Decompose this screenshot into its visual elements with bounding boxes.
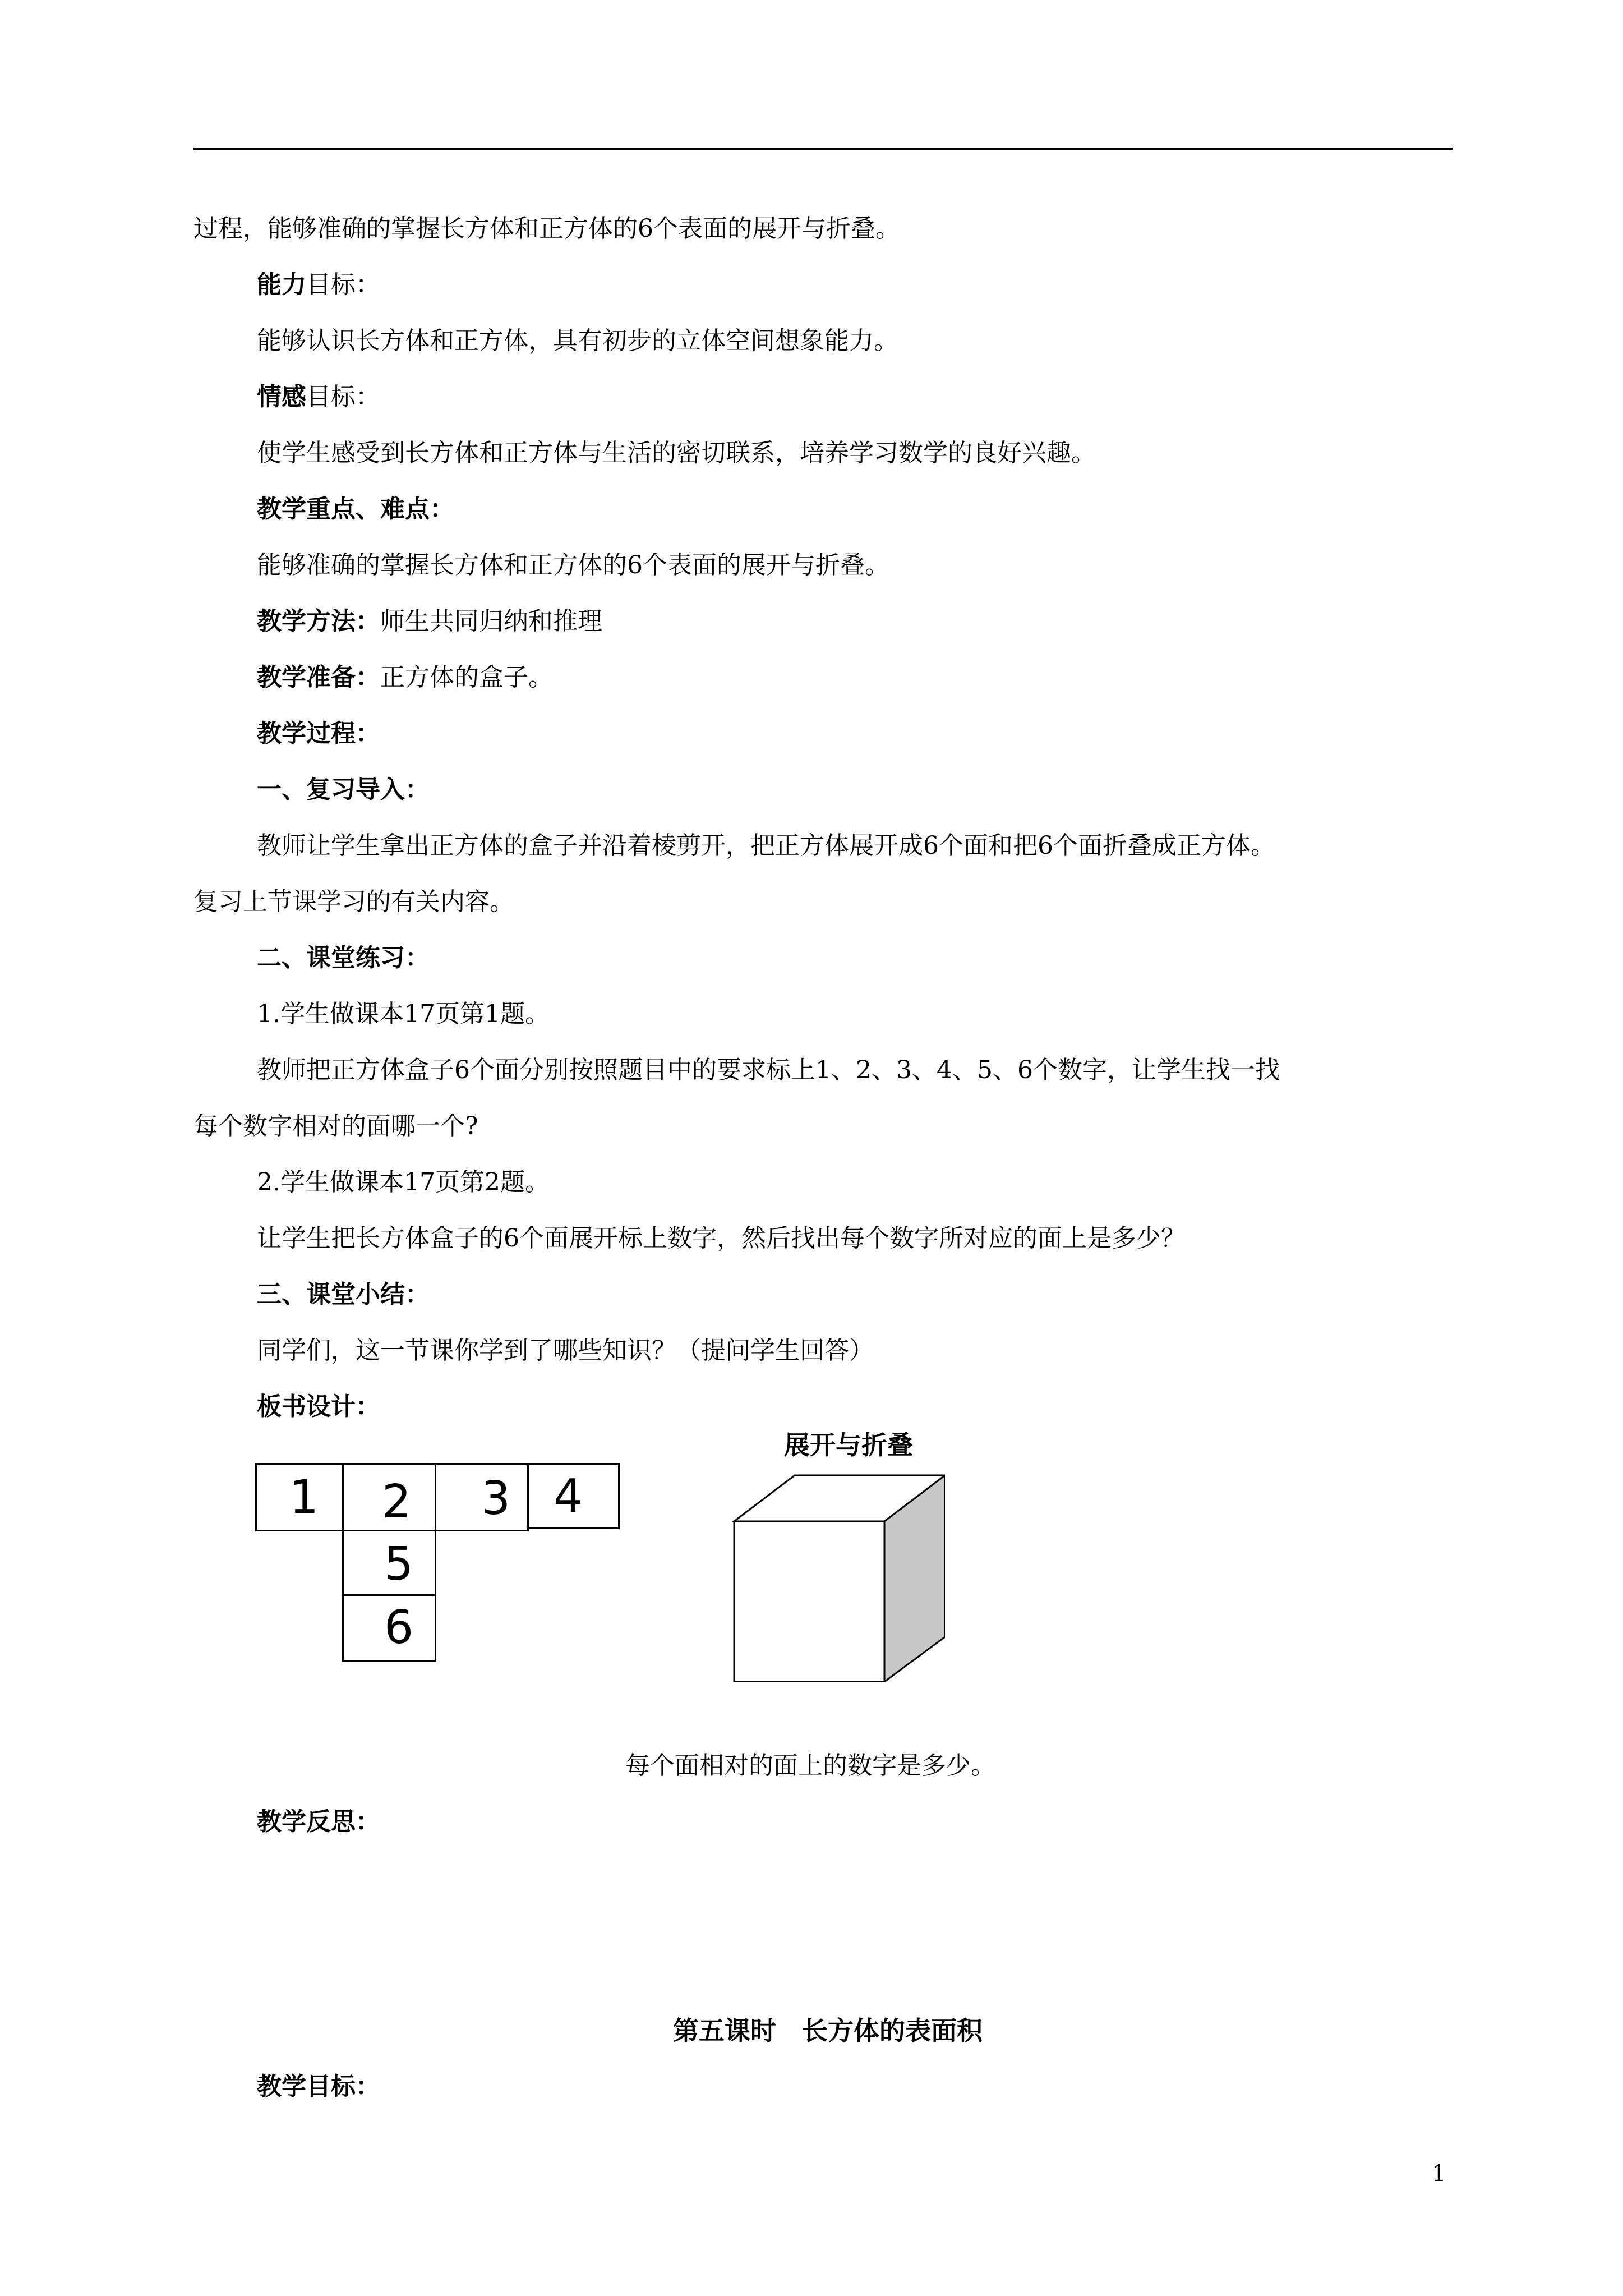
teaching-method [257,605,602,638]
practice-item-2: 2.学生做课本17页第2题。 [257,1168,550,1197]
board-caption: 每个面相对的面上的数字是多少。 [625,1751,995,1780]
practice-item-1: 1.学生做课本17页第1题。 [257,1000,550,1028]
emotion-label: 情感 [257,383,306,411]
text-line-1: 过程，能够准确的掌握长方体和正方体的6个表面的展开与折叠。 [193,214,900,243]
method-label: 教学方法： [257,607,380,636]
emotion-goal-heading [257,380,380,414]
section-title: 第五课时 长方体的表面积 [673,2016,983,2046]
teaching-preparation [257,661,553,694]
net-number-1: 1 [289,1471,319,1524]
practice-heading: 二、课堂练习： [257,944,430,972]
review-heading: 一、复习导入： [257,775,430,804]
summary-heading: 三、课堂小结： [257,1280,430,1309]
key-points-text: 能够准确的掌握长方体和正方体的6个表面的展开与折叠。 [257,551,889,579]
net-face-1 [255,1463,344,1531]
prep-label: 教学准备： [257,663,380,692]
ability-suffix: 目标： [306,270,380,299]
review-text-1: 教师让学生拿出正方体的盒子并沿着棱剪开，把正方体展开成6个面和把6个面折叠成正方体。 [257,831,1275,860]
emotion-suffix: 目标： [306,383,380,411]
net-number-4: 4 [554,1470,583,1523]
ability-goal-text: 能够认识长方体和正方体，具有初步的立体空间想象能力。 [257,326,898,355]
header-rule [193,148,1453,150]
practice-text-3: 让学生把长方体盒子的6个面展开标上数字，然后找出每个数字所对应的面上是多少？ [257,1224,1186,1253]
net-face-2 [342,1463,436,1531]
review-text-2: 复习上节课学习的有关内容。 [193,887,514,916]
reflection-heading: 教学反思： [257,1807,380,1836]
ability-label: 能力 [257,270,306,299]
practice-text-1: 教师把正方体盒子6个面分别按照题目中的要求标上1、2、3、4、5、6个数字，让学生找一找 [257,1056,1280,1084]
key-points-heading: 教学重点、难点： [257,495,454,523]
net-face-6 [342,1594,436,1662]
board-design-heading: 板书设计： [257,1392,380,1421]
objectives-heading: 教学目标： [257,2072,380,2101]
net-number-2: 2 [382,1475,412,1529]
net-number-6: 6 [384,1601,414,1654]
prep-value: 正方体的盒子。 [380,663,553,692]
method-value: 师生共同归纳和推理 [380,607,602,636]
emotion-goal-text: 使学生感受到长方体和正方体与生活的密切联系，培养学习数学的良好兴趣。 [257,439,1096,467]
practice-text-2: 每个数字相对的面哪一个? [193,1112,478,1140]
net-number-5: 5 [384,1538,414,1591]
net-face-3 [435,1463,529,1531]
cube-front-face [734,1521,884,1682]
net-face-5 [342,1530,436,1596]
page-number: 1 [1432,2161,1446,2187]
cube-title: 展开与折叠 [784,1430,913,1460]
cube-net-diagram [255,1463,625,1687]
cube-diagram [732,1474,945,1682]
summary-text: 同学们，这一节课你学到了哪些知识？（提问学生回答） [257,1336,874,1365]
process-heading: 教学过程： [257,719,380,748]
net-number-3: 3 [481,1472,511,1525]
net-face-4 [527,1463,620,1529]
ability-goal-heading [257,268,380,302]
